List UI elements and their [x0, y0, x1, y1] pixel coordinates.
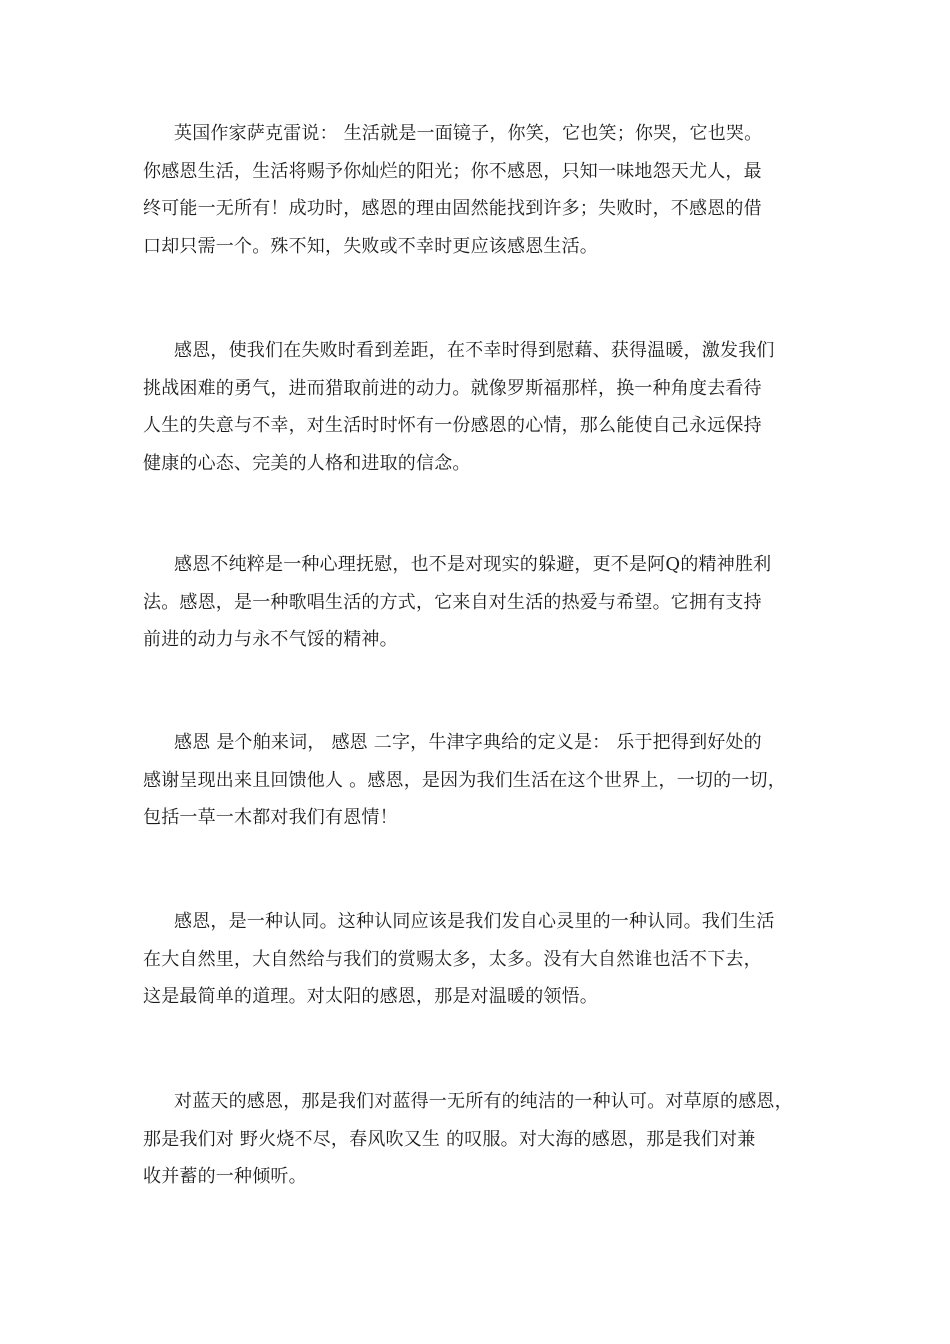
- paragraph-line: 感恩 是个舶来词， 感恩 二字，牛津字典给的定义是： 乐于把得到好处的: [174, 732, 762, 753]
- paragraph-line: 包括一草一木都对我们有恩情！: [143, 807, 398, 828]
- paragraph-line: 口却只需一个。殊不知，失败或不幸时更应该感恩生活。: [143, 235, 598, 257]
- paragraph-line: 感恩不纯粹是一种心理抚慰，也不是对现实的躲避，更不是阿Q的精神胜利: [174, 554, 772, 575]
- paragraph-line: 人生的失意与不幸，对生活时时怀有一份感恩的心情，那么能使自己永远保持: [143, 415, 762, 436]
- paragraph-line: 在大自然里，大自然给与我们的赏赐太多，太多。没有大自然谁也活不下去，: [143, 948, 762, 970]
- paragraph-line: 那是我们对 野火烧不尽，春风吹又生 的叹服。对大海的感恩，那是我们对兼: [143, 1128, 756, 1150]
- paragraph-line: 感谢呈现出来且回馈他人 。感恩，是因为我们生活在这个世界上，一切的一切，: [143, 769, 786, 791]
- paragraph-line: 收并蓄的一种倾听。: [143, 1166, 307, 1187]
- paragraph-gratitude-definition: [143, 724, 828, 837]
- paragraph-thackeray-quote: [143, 115, 828, 265]
- paragraph-line: 前进的动力与永不气馁的精神。: [143, 629, 398, 650]
- paragraph-line: 法。感恩，是一种歌唱生活的方式，它来自对生活的热爱与希望。它拥有支持: [143, 591, 762, 613]
- paragraph-line: 对蓝天的感恩，那是我们对蓝得一无所有的纯洁的一种认可。对草原的感恩，: [174, 1091, 793, 1112]
- paragraph-gratitude-motivation: [143, 332, 828, 482]
- paragraph-gratitude-nature: [143, 1083, 828, 1196]
- paragraph-line: 挑战困难的勇气，进而猎取前进的动力。就像罗斯福那样，换一种角度去看待: [143, 377, 762, 399]
- paragraph-gratitude-way-of-life: [143, 546, 828, 659]
- paragraph-line: 感恩，是一种认同。这种认同应该是我们发自心灵里的一种认同。我们生活: [174, 911, 775, 932]
- paragraph-gratitude-recognition: [143, 903, 828, 1016]
- paragraph-line: 健康的心态、完美的人格和进取的信念。: [143, 452, 471, 474]
- paragraph-line: 英国作家萨克雷说： 生活就是一面镜子，你笑，它也笑；你哭，它也哭。: [174, 123, 763, 144]
- paragraph-line: 你感恩生活，生活将赐予你灿烂的阳光；你不感恩，只知一味地怨天尤人，最: [143, 160, 762, 182]
- paragraph-line: 这是最简单的道理。对太阳的感恩，那是对温暖的领悟。: [143, 986, 598, 1007]
- paragraph-line: 感恩，使我们在失败时看到差距，在不幸时得到慰藉、获得温暖，激发我们: [174, 340, 775, 361]
- paragraph-line: 终可能一无所有！成功时，感恩的理由固然能找到许多；失败时，不感恩的借: [143, 198, 762, 219]
